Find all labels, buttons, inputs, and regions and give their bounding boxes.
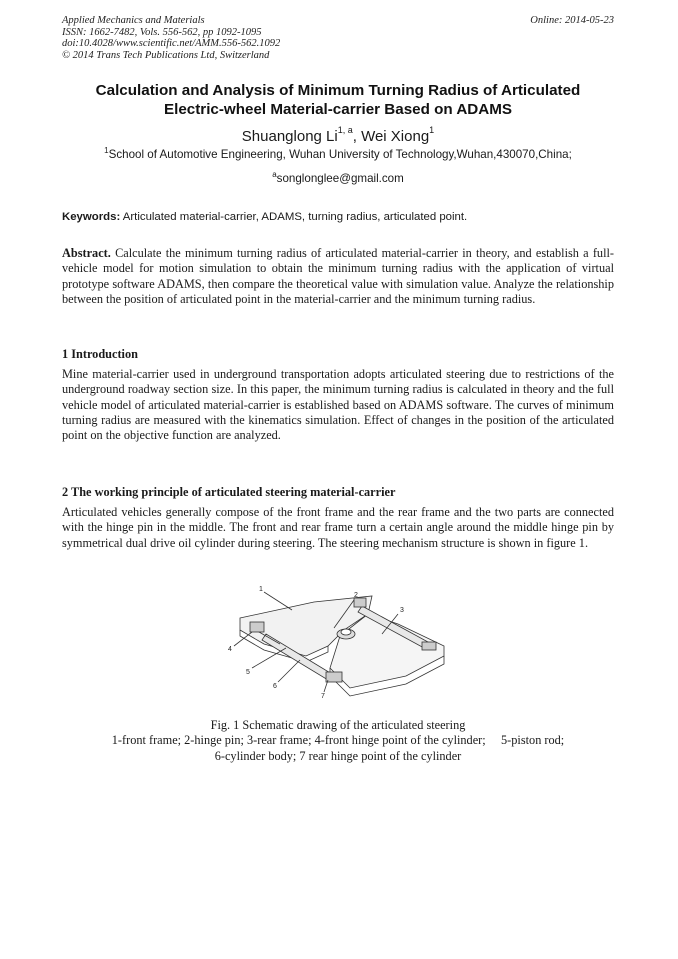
right-hinge-block <box>422 642 436 650</box>
email-superscript: a <box>272 170 277 180</box>
figure-label-1: 1 <box>259 586 263 593</box>
paper-title <box>62 82 614 119</box>
title-line-1: Calculation and Analysis of Minimum Turning Radius of Articulated <box>95 82 581 99</box>
abstract-text: Calculate the minimum turning radius of articulated material-carrier in theory, and establish a full-vehicle model for motion simulation to obtain the minimum turning radius with the application of virtual prototype software ADAMS, then compare the theoretical value with simulation value. Analyze the relationship between the position of articulated point in the material-carrier and the minimum turning radius. <box>62 246 614 306</box>
online-date: Online: 2014-05-23 <box>530 15 614 26</box>
journal-name: Applied Mechanics and Materials <box>62 15 205 26</box>
upper-hinge-block <box>354 598 366 607</box>
author-name: Wei Xiong <box>361 128 430 145</box>
author-superscript: 1 <box>429 125 435 135</box>
figure-label-2: 2 <box>354 592 358 599</box>
copyright-line: © 2014 Trans Tech Publications Ltd, Switzerland <box>62 49 270 61</box>
section-heading: 2 The working principle of articulated steering material-carrier <box>62 485 396 499</box>
abstract <box>62 246 614 307</box>
articulated-steering-figure <box>222 584 466 700</box>
affiliation <box>62 148 614 162</box>
figure-label-5: 5 <box>246 669 250 676</box>
section-body: Mine material-carrier used in underground transportation adopts articulated steering due to restrictions of the underground roadway section size. In this paper, the minimum turning radius is calculated in theory and the full vehicle model of articulated material-carrier is established based on ADAMS software. The curves of minimum turning radius are measured with the kinematics simulation. Effect of changes in the position of the articulated point on the objective function are analyzed. <box>62 367 614 443</box>
author-superscript: 1, a <box>337 125 353 135</box>
figure-label-3: 3 <box>400 607 404 614</box>
author-name: Shuanglong Li <box>241 128 338 145</box>
figure-label-6: 6 <box>273 683 277 690</box>
section-body: Articulated vehicles generally compose of the front frame and the rear frame and the two parts are connected with the hinge pin in the middle. The front and rear frame turn a certain angle around the middle hinge pin by symmetrical dual drive oil cylinder during steering. The steering mechanism structure is shown in figure 1. <box>62 505 614 550</box>
caption-line-1: Fig. 1 Schematic drawing of the articulated steering <box>210 718 466 732</box>
front-hinge-block <box>250 622 264 632</box>
figure-label-7: 7 <box>321 693 325 700</box>
caption-line-3: 6-cylinder body; 7 rear hinge point of the cylinder <box>214 748 462 763</box>
section-heading: 1 Introduction <box>62 347 138 361</box>
issn-line: ISSN: 1662-7482, Vols. 556-562, pp 1092-1095 <box>62 26 262 38</box>
journal-meta <box>62 15 280 61</box>
figure-label-4: 4 <box>228 646 232 653</box>
keywords-text: Articulated material-carrier, ADAMS, turning radius, articulated point. <box>122 211 468 223</box>
abstract-label: Abstract. <box>62 246 111 260</box>
rear-hinge-block <box>326 672 342 682</box>
affiliation-superscript: 1 <box>104 146 109 156</box>
doi-line: doi:10.4028/www.scientific.net/AMM.556-562.1092 <box>62 38 281 49</box>
keywords <box>62 210 614 224</box>
author-email <box>62 172 614 186</box>
figure-caption <box>62 718 614 764</box>
email-text: songlonglee@gmail.com <box>276 172 404 185</box>
title-line-2: Electric-wheel Material-carrier Based on ADAMS <box>163 100 513 118</box>
affiliation-text: School of Automotive Engineering, Wuhan University of Technology,Wuhan,430070,China; <box>108 148 572 161</box>
caption-line-2: 1-front frame; 2-hinge pin; 3-rear frame; 4-front hinge point of the cylinder; 5-piston rod; <box>111 733 565 748</box>
keywords-label: Keywords: <box>62 211 121 223</box>
author-list <box>62 123 614 146</box>
author-separator: , <box>352 128 362 145</box>
